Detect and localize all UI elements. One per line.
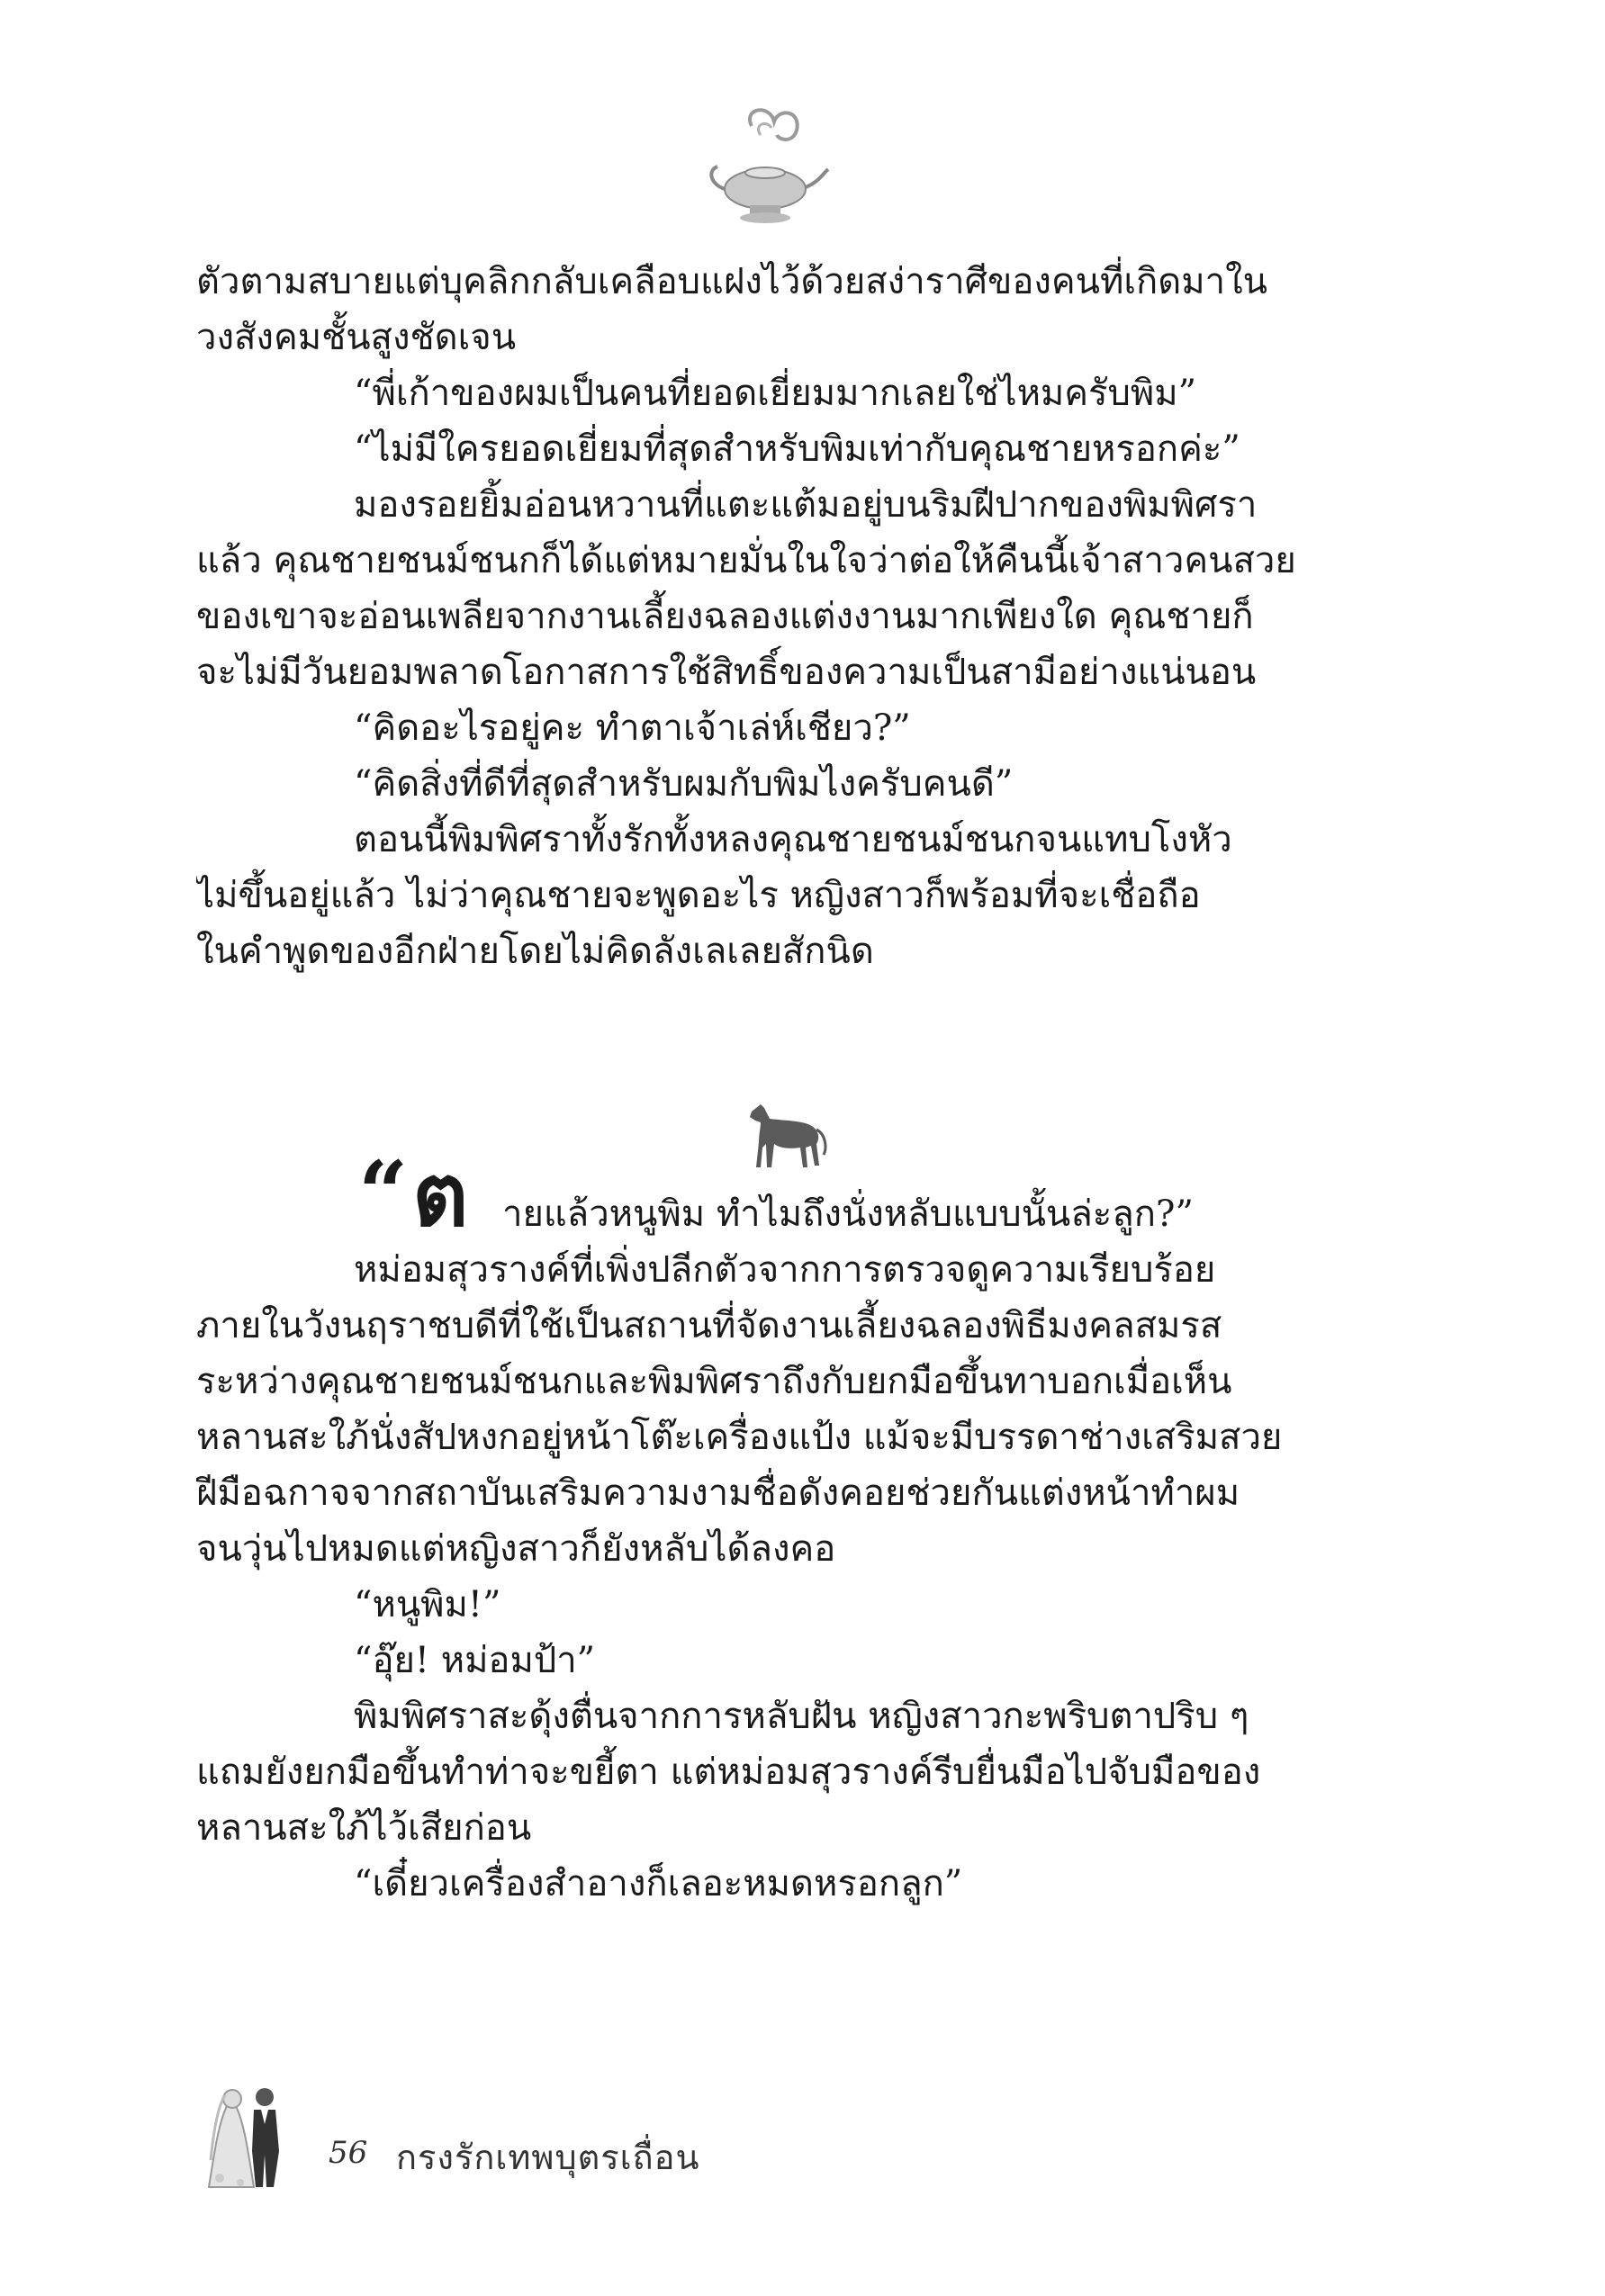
text-line: “พี่เก้าของผมเป็นคนที่ยอดเยี่ยมมากเลยใช่ไหมครับพิม” <box>354 373 1197 414</box>
page-number: 56 <box>329 2135 368 2171</box>
text-line: “คิดสิ่งที่ดีที่สุดสำหรับผมกับพิมไงครับคนดี” <box>354 763 1014 805</box>
teapot-ornament-icon <box>698 99 833 234</box>
text-line: จนวุ่นไปหมดแต่หญิงสาวก็ยังหลับได้ลงคอ <box>196 1528 836 1570</box>
horse-divider-icon <box>734 1085 833 1184</box>
dropcap-letter: ต <box>412 1144 469 1246</box>
dropcap-rest: ายแล้วหนูพิม ทำไมถึงนั่งหลับแบบนั้นล่ะลูก?” <box>502 1193 1194 1235</box>
text-line: “ไม่มีใครยอดเยี่ยมที่สุดสำหรับพิมเท่ากับคุณชายหรอกค่ะ” <box>354 428 1240 470</box>
text-line: ของเขาจะอ่อนเพลียจากงานเลี้ยงฉลองแต่งงานมากเพียงใด คุณชายก็ <box>196 596 1254 637</box>
text-line: หลานสะใภ้ไว้เสียก่อน <box>196 1807 532 1849</box>
text-line: “เดี๋ยวเครื่องสำอางก็เลอะหมดหรอกลูก” <box>354 1863 963 1904</box>
text-line: ในคำพูดของอีกฝ่ายโดยไม่คิดลังเลเลยสักนิด <box>196 931 874 972</box>
text-line: ฝีมือฉกาจจากสถาบันเสริมความงามชื่อดังคอยช่วยกันแต่งหน้าทำผม <box>196 1472 1240 1514</box>
dropcap-quote: “ <box>358 1142 409 1244</box>
text-line: แถมยังยกมือขึ้นทำท่าจะขยี้ตา แต่หม่อมสุวรางค์รีบยื่นมือไปจับมือของ <box>196 1751 1261 1793</box>
text-section-2 <box>196 1242 1338 1912</box>
text-line: ไม่ขึ้นอยู่แล้ว ไม่ว่าคุณชายจะพูดอะไร หญิงสาวก็พร้อมที่จะเชื่อถือ <box>196 875 1201 916</box>
text-line: ระหว่างคุณชายชนม์ชนกและพิมพิศราถึงกับยกมือขึ้นทาบอกเมื่อเห็น <box>196 1361 1232 1402</box>
text-line: ภายในวังนฤราชบดีที่ใช้เป็นสถานที่จัดงานเลี้ยงฉลองพิธีมงคลสมรส <box>196 1305 1222 1346</box>
text-section-1 <box>196 254 1338 979</box>
text-line: “อุ๊ย! หม่อมป้า” <box>354 1640 596 1681</box>
text-line: มองรอยยิ้มอ่อนหวานที่แตะแต้มอยู่บนริมฝีปากของพิมพิศรา <box>354 484 1258 526</box>
text-line: พิมพิศราสะดุ้งตื่นจากการหลับฝัน หญิงสาวกะพริบตาปริบ ๆ <box>354 1696 1249 1737</box>
text-line: ตัวตามสบายแต่บุคลิกกลับเคลือบแฝงไว้ด้วยสง่าราศีของคนที่เกิดมาใน <box>196 261 1267 302</box>
book-title: กรงรักเทพบุตรเถื่อน <box>396 2138 700 2177</box>
dropcap-paragraph <box>196 1142 1338 1246</box>
text-line: “หนูพิม!” <box>354 1584 501 1625</box>
text-line: หม่อมสุวรางค์ที่เพิ่งปลีกตัวจากการตรวจดูความเรียบร้อย <box>354 1249 1216 1291</box>
text-line: ตอนนี้พิมพิศราทั้งรักทั้งหลงคุณชายชนม์ชนกจนแทบโงหัว <box>354 819 1232 860</box>
text-line: “คิดอะไรอยู่คะ ทำตาเจ้าเล่ห์เชียว?” <box>354 707 911 749</box>
text-line: วงสังคมชั้นสูงชัดเจน <box>196 317 517 358</box>
text-line: จะไม่มีวันยอมพลาดโอกาสการใช้สิทธิ์ของความเป็นสามีอย่างแน่นอน <box>196 652 1257 693</box>
text-line: หลานสะใภ้นั่งสัปหงกอยู่หน้าโต๊ะเครื่องแป้ง แม้จะมีบรรดาช่างเสริมสวย <box>196 1417 1283 1458</box>
text-line: แล้ว คุณชายชนม์ชนกก็ได้แต่หมายมั่นในใจว่าต่อให้คืนนี้เจ้าสาวคนสวย <box>196 540 1296 581</box>
wedding-couple-icon <box>200 2079 299 2196</box>
